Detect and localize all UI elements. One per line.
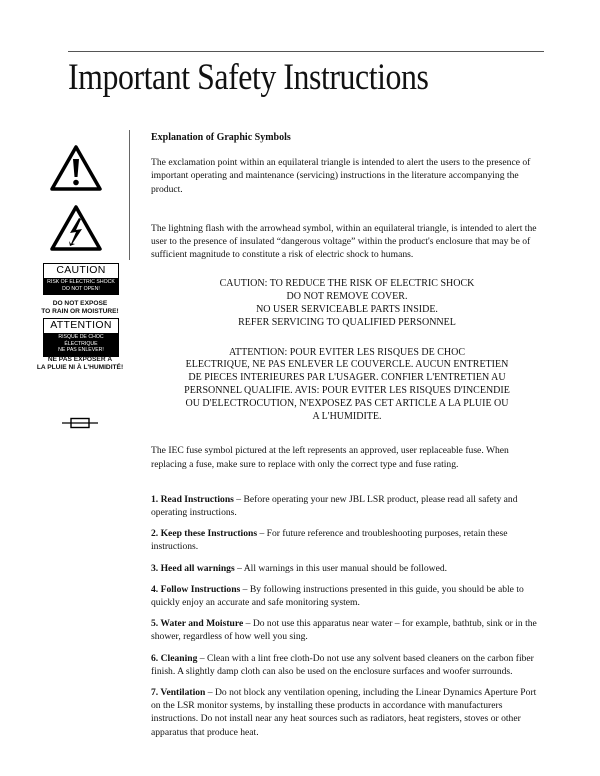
instruction-item <box>151 493 543 519</box>
attention-label-line1: RISQUE DE CHOC ÉLECTRIQUE <box>58 334 104 347</box>
instruction-title: 4. Follow Instructions <box>151 583 241 595</box>
instruction-item <box>151 686 543 739</box>
caution-notice <box>151 278 543 329</box>
instruction-text: – By following instructions presented in this guide, you should be able to quickly enjoy an accurate and safe monitoring system. <box>151 583 524 609</box>
instruction-item <box>151 652 543 678</box>
top-rule <box>68 51 544 52</box>
instruction-item <box>151 527 543 553</box>
caution-warning-line2: TO RAIN OR MOISTURE! <box>41 307 119 315</box>
caution-label-line2: DO NOT OPEN! <box>62 285 100 292</box>
instruction-list <box>151 493 543 739</box>
main-content <box>151 131 543 739</box>
caution-warning-line1: DO NOT EXPOSE <box>52 300 108 307</box>
instruction-text: – Do not use this apparatus near water – for example, bathtub, sink or in the shower, regardless of how well you sing. <box>151 618 537 643</box>
page-title: Important Safety Instructions <box>68 57 429 98</box>
instruction-text: – Clean with a lint free cloth-Do not use any solvent based cleaners on the carbon fiber finish. A slightly damp cloth can also be used on the enclosure surfaces and woofer surrounds. <box>151 652 534 677</box>
instruction-title: 3. Heed all warnings <box>151 562 235 574</box>
instruction-title: 5. Water and Moisture <box>151 618 244 630</box>
attention-line: PERSONNEL QUALIFIE. AVIS: POUR EVITER LES RISQUES D'INCENDIE <box>184 385 510 396</box>
instruction-text: – Before operating your new JBL LSR product, please read all safety and operating instructions. <box>151 493 518 518</box>
attention-warning <box>25 356 135 371</box>
instruction-title: 1. Read Instructions <box>151 493 234 505</box>
instruction-item <box>151 617 543 643</box>
lightning-description: The lightning flash with the arrowhead symbol, within an equilateral triangle, is intended to alert the user to the presence of insulated “dangerous voltage” within the product's enclosure that may be of sufficient magnitude to constitute a risk of electric shock to humans. <box>151 222 537 261</box>
vertical-rule <box>129 130 130 260</box>
attention-line: OU D'ELECTROCUTION, N'EXPOSEZ PAS CET ARTICLE A LA PLUIE OU <box>185 397 509 409</box>
exclamation-description: The exclamation point within an equilateral triangle is intended to alert the users to the presence of important operating and maintenance (servicing) instructions in the literature accompanying the product. <box>151 157 531 195</box>
caution-line: DO NOT REMOVE COVER. <box>286 291 408 303</box>
attention-label-line2: NE PAS ENLEVER! <box>58 347 104 353</box>
instruction-title: 7. Ventilation <box>151 687 206 699</box>
caution-line: NO USER SERVICEABLE PARTS INSIDE. <box>256 304 438 316</box>
attention-warning-line2: LA PLUIE NI À L'HUMIDITÉ! <box>36 363 124 371</box>
fuse-description: The IEC fuse symbol pictured at the left represents an approved, user replaceable fuse. When replacing a fuse, make sure to replace with only the correct type and fuse rating. <box>151 445 509 470</box>
instruction-text: – For future reference and troubleshooting purposes, retain these instructions. <box>151 528 508 553</box>
caution-line: CAUTION: TO REDUCE THE RISK OF ELECTRIC SHOCK <box>219 278 475 290</box>
exclamation-triangle-icon <box>50 145 102 191</box>
attention-line: ATTENTION: POUR EVITER LES RISQUES DE CHOC <box>228 346 466 358</box>
lightning-triangle-icon <box>50 205 102 251</box>
instruction-item <box>151 562 543 575</box>
attention-label-title: ATTENTION <box>44 319 118 333</box>
attention-line: ELECTRIQUE, NE PAS ENLEVER LE COUVERCLE. AUCUN ENTRETIEN <box>185 359 509 371</box>
attention-line: A L'HUMIDITE. <box>312 410 382 422</box>
instruction-item <box>151 583 543 609</box>
caution-label-line1: RISK OF ELECTRIC SHOCK <box>47 279 115 285</box>
attention-notice <box>151 347 543 424</box>
instruction-text: – Do not block any ventilation opening, including the Linear Dynamics Aperture Port on the LSR monitor systems, by installing these products in accordance with manufacturers instructions. Do not install near any heat sources such as radiators, heat registers, stoves or other apparatus that produce heat. <box>151 687 537 738</box>
instruction-title: 2. Keep these Instructions <box>151 528 258 540</box>
attention-line: DE PIECES INTERIEURES PAR L'USAGER. CONFIER L'ENTRETIEN AU <box>188 372 506 384</box>
attention-warning-line1: NE PAS EXPOSER À <box>47 356 113 363</box>
caution-label <box>43 263 119 295</box>
caution-warning <box>32 300 128 315</box>
attention-label <box>43 318 119 357</box>
fuse-icon <box>62 416 98 430</box>
symbols-heading: Explanation of Graphic Symbols <box>151 132 291 143</box>
caution-label-title: CAUTION <box>44 264 118 278</box>
caution-line: REFER SERVICING TO QUALIFIED PERSONNEL <box>238 316 456 328</box>
instruction-title: 6. Cleaning <box>151 652 198 664</box>
instruction-text: – All warnings in this user manual should be followed. <box>234 562 448 574</box>
